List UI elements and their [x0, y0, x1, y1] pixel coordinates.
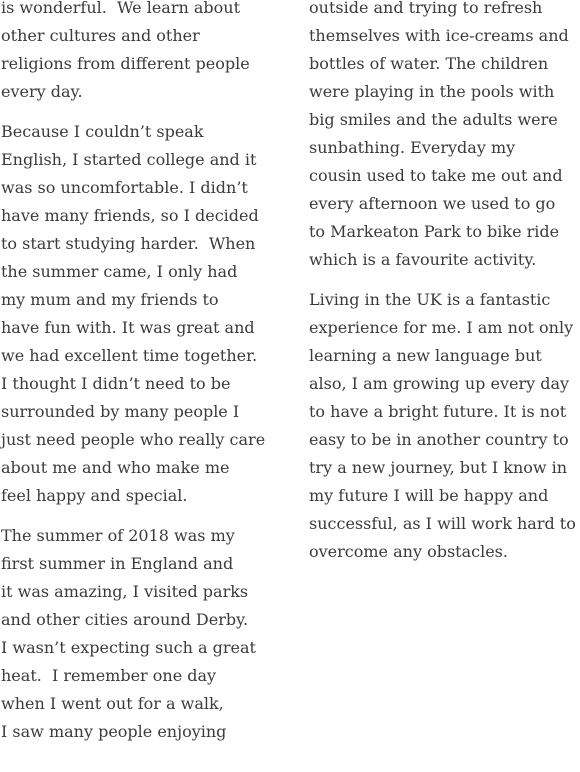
text-line: when I went out for a walk, — [1, 694, 224, 713]
text-line: Living in the UK is a fantastic — [309, 290, 551, 309]
paragraph — [1, 118, 273, 510]
text-line: easy to be in another country to — [309, 430, 569, 449]
text-line: is wonderful. We learn about — [1, 0, 241, 17]
text-line: The summer of 2018 was my — [1, 526, 235, 545]
text-line: have fun with. It was great and — [1, 318, 255, 337]
text-line: it was amazing, I visited parks — [1, 582, 249, 601]
paragraph — [309, 0, 580, 274]
text-line: I saw many people enjoying — [1, 722, 227, 741]
paragraph — [1, 522, 273, 746]
text-line: other cultures and other — [1, 26, 200, 45]
text-line: we had excellent time together. — [1, 346, 258, 365]
text-line: my mum and my friends to — [1, 290, 219, 309]
text-line: try a new journey, but I know in — [309, 458, 568, 477]
text-line: about me and who make me — [1, 458, 230, 477]
text-line: to Markeaton Park to bike ride — [309, 222, 560, 241]
text-line: bottles of water. The children — [309, 54, 549, 73]
text-line: sunbathing. Everyday my — [309, 138, 516, 157]
text-line: outside and trying to refresh — [309, 0, 543, 17]
text-line: I wasn’t expecting such a great — [1, 638, 256, 657]
text-line: were playing in the pools with — [309, 82, 555, 101]
text-line: successful, as I will work hard to — [309, 514, 576, 533]
text-line: learning a new language but — [309, 346, 542, 365]
text-line: feel happy and special. — [1, 486, 188, 505]
text-line: cousin used to take me out and — [309, 166, 563, 185]
text-line: Because I couldn’t speak — [1, 122, 204, 141]
text-line: just need people who really care — [1, 430, 266, 449]
text-line: English, I started college and it — [1, 150, 257, 169]
text-line: I thought I didn’t need to be — [1, 374, 231, 393]
text-line: was so uncomfortable. I didn’t — [1, 178, 248, 197]
paragraph — [1, 0, 273, 106]
text-line: experience for me. I am not only — [309, 318, 574, 337]
text-line: big smiles and the adults were — [309, 110, 558, 129]
text-line: first summer in England and — [1, 554, 234, 573]
text-line: my future I will be happy and — [309, 486, 549, 505]
text-line: surrounded by many people I — [1, 402, 240, 421]
text-line: heat. I remember one day — [1, 666, 217, 685]
text-line: every afternoon we used to go — [309, 194, 556, 213]
text-line: themselves with ice-creams and — [309, 26, 569, 45]
text-line: to start studying harder. When — [1, 234, 256, 253]
text-line: also, I am growing up every day — [309, 374, 570, 393]
text-line: every day. — [1, 82, 83, 101]
text-line: and other cities around Derby. — [1, 610, 249, 629]
text-column-right — [309, 0, 580, 578]
paragraph — [309, 286, 580, 566]
text-line: which is a favourite activity. — [309, 250, 537, 269]
text-column-left — [1, 0, 273, 758]
text-line: overcome any obstacles. — [309, 542, 508, 561]
text-line: to have a bright future. It is not — [309, 402, 567, 421]
text-line: religions from different people — [1, 54, 250, 73]
text-line: have many friends, so I decided — [1, 206, 259, 225]
text-line: the summer came, I only had — [1, 262, 238, 281]
